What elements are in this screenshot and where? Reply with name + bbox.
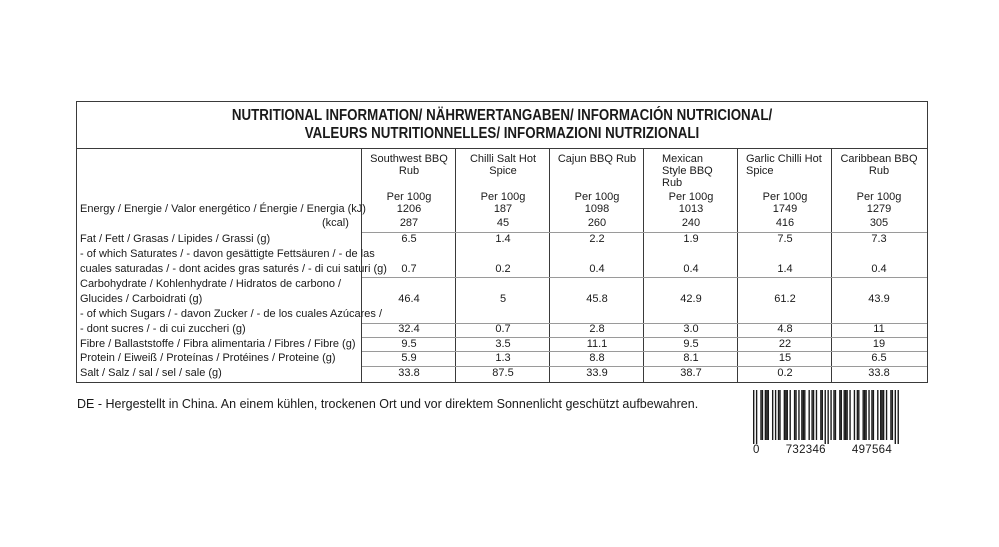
per-100g-label: Per 100g [574,191,620,203]
row-label-sugars-1: - of which Sugars / - davon Zucker / - de los cuales Azúcares / [80,308,383,320]
row-label-saturates-2: cuales saturadas / - dont acides gras saturés / - di cui saturi (g) [80,263,387,275]
barcode-bar [841,390,842,440]
value-salt-4: 0.2 [777,367,793,379]
value-kj-5: 1279 [866,203,892,215]
value-carb-4: 61.2 [774,293,796,305]
column-header-0: Southwest BBQ Rub [370,153,448,177]
value-fat-2: 2.2 [589,233,605,245]
barcode-bar [868,390,869,440]
value-protein-3: 8.1 [683,352,699,364]
barcode-bar [873,390,874,440]
barcode-bar [863,390,864,440]
barcode-bar [798,390,799,440]
per-100g-label: Per 100g [762,191,808,203]
barcode-bar [886,390,887,440]
value-protein-4: 15 [778,352,792,364]
barcode-bar [813,390,814,440]
value-protein-2: 8.8 [589,352,605,364]
value-kj-2: 1098 [584,203,610,215]
title-line-2: VALEURS NUTRITIONNELLES/ INFORMAZIONI NUTRIZIONALI [304,125,700,142]
barcode-bar [854,390,855,440]
barcode-bar [778,390,779,440]
row-label-saturates-1: - of which Saturates / - davon gesättigte Fettsäuren / - de las [80,248,375,260]
barcode-bar [794,390,795,440]
barcode-bar [865,390,866,440]
value-sugars-5: 11 [873,323,885,335]
barcode-digits [753,444,899,456]
barcode-bar [775,390,776,440]
barcode-bar [760,390,761,440]
value-salt-5: 33.8 [868,367,890,379]
barcode-digits-right: 497564 [851,444,893,456]
per-100g-label: Per 100g [386,191,432,203]
value-fat-1: 1.4 [495,233,511,245]
barcode-bar [845,390,846,440]
barcode-digits-left: 732346 [785,444,826,456]
barcode-bar [825,390,826,444]
value-kcal-3: 240 [681,217,701,229]
value-fat-3: 1.9 [683,233,699,245]
row-label-fibre: Fibre / Ballaststoffe / Fibra alimentaria / Fibres / Fibre (g) [80,338,356,350]
row-label-kcal: (kcal) [322,217,349,229]
barcode-bar [753,390,754,444]
value-salt-2: 33.9 [586,367,608,379]
value-kj-1: 187 [493,203,513,215]
nutrition-panel [76,101,928,383]
value-fibre-5: 19 [872,338,886,350]
row-divider [362,277,927,278]
value-saturates-4: 1.4 [777,263,793,275]
barcode-bar [801,390,802,440]
barcode-bar [820,390,821,440]
value-saturates-1: 0.2 [495,263,511,275]
barcode-bar [790,390,791,440]
value-protein-1: 1.3 [495,352,511,364]
value-fat-4: 7.5 [777,233,793,245]
table-title [77,102,927,149]
column-header-5: Caribbean BBQ Rub [840,153,918,177]
value-saturates-0: 0.7 [401,263,417,275]
barcode-bar [881,390,882,440]
barcode-bar [830,390,831,440]
barcode-bar [871,390,872,440]
value-protein-0: 5.9 [401,352,417,364]
barcode-bar [822,390,823,440]
value-saturates-3: 0.4 [683,263,699,275]
value-kcal-2: 260 [587,217,607,229]
barcode-bar [890,390,891,440]
value-carb-1: 5 [499,293,507,305]
barcode-bar [858,390,859,440]
value-saturates-2: 0.4 [589,263,605,275]
value-kcal-4: 416 [775,217,795,229]
barcode-bar [808,390,809,440]
barcode-bar [827,390,828,444]
barcode-bar [785,390,786,440]
barcode-bar [846,390,847,440]
barcode-bar [880,390,881,440]
value-salt-1: 87.5 [492,367,514,379]
value-fibre-2: 11.1 [586,338,608,350]
value-salt-3: 38.7 [680,367,702,379]
value-fibre-0: 9.5 [401,338,417,350]
row-label-carb-1: Carbohydrate / Kohlenhydrate / Hidratos de carbono / [80,278,342,290]
value-kcal-1: 45 [496,217,510,229]
barcode-bar [787,390,788,440]
barcode-bar [765,390,766,440]
barcode-bar [844,390,845,440]
storage-footnote: DE - Hergestellt in China. An einem kühlen, trockenen Ort und vor direktem Sonnenlicht geschützt aufbewahren. [77,397,699,411]
barcode-bar [833,390,834,440]
value-sugars-4: 4.8 [777,323,793,335]
barcode-bar [768,390,769,440]
value-kj-0: 1206 [396,203,422,215]
value-carb-0: 46.4 [398,293,420,305]
value-fat-0: 6.5 [401,233,417,245]
value-sugars-3: 3.0 [683,323,699,335]
barcode-bar [864,390,865,440]
barcode-bar [804,390,805,440]
value-fat-5: 7.3 [871,233,887,245]
barcode-bar [766,390,767,440]
value-carb-2: 45.8 [586,293,608,305]
value-carb-3: 42.9 [680,293,702,305]
barcode-bar [877,390,878,440]
value-fibre-1: 3.5 [495,338,511,350]
value-fibre-4: 22 [778,338,792,350]
barcode-bar [795,390,796,440]
barcode-bar [835,390,836,440]
value-fibre-3: 9.5 [683,338,699,350]
value-kcal-5: 305 [869,217,889,229]
barcode-bar [803,390,804,440]
barcode-bar [883,390,884,440]
row-label-fat: Fat / Fett / Grasas / Lipides / Grassi (g) [80,233,271,245]
row-label-energy: Energy / Energie / Valor energético / Énergie / Energia (kJ) [80,203,366,215]
barcode [753,390,899,444]
barcode-bar [892,390,893,440]
row-label-carb-2: Glucides / Carboidrati (g) [80,293,203,305]
barcode-bar [811,390,812,440]
barcode-bar [779,390,780,440]
barcode-bar [762,390,763,440]
row-label-protein: Protein / Eiweiß / Proteínas / Protéines / Proteine (g) [80,352,336,364]
value-kcal-0: 287 [399,217,419,229]
value-protein-5: 6.5 [871,352,887,364]
value-sugars-0: 32.4 [398,323,420,335]
barcode-bar [772,390,773,440]
row-label-salt: Salt / Salz / sal / sel / sale (g) [80,367,222,379]
value-kj-3: 1013 [678,203,704,215]
column-header-3: Mexican Style BBQ Rub [662,153,713,189]
barcode-bar [898,390,899,444]
barcode-bar [784,390,785,440]
barcode-digit-prefix: 0 [753,444,760,456]
per-100g-label: Per 100g [480,191,526,203]
column-header-1: Chilli Salt Hot Spice [469,153,537,177]
value-carb-5: 43.9 [868,293,890,305]
row-label-sugars-2: - dont sucres / - di cui zuccheri (g) [80,323,246,335]
barcode-bar [756,390,757,444]
value-kj-4: 1749 [772,203,798,215]
title-line-1: NUTRITIONAL INFORMATION/ NÄHRWERTANGABEN/ INFORMACIÓN NUTRICIONAL/ [231,107,773,124]
barcode-bar [895,390,896,444]
barcode-bar [839,390,840,440]
value-saturates-5: 0.4 [871,263,887,275]
barcode-bar [849,390,850,440]
value-sugars-2: 2.8 [589,323,605,335]
column-header-4: Garlic Chilli Hot Spice [746,153,822,177]
barcode-bar [857,390,858,440]
column-header-2: Cajun BBQ Rub [557,153,637,165]
barcode-bar [816,390,817,440]
value-salt-0: 33.8 [398,367,420,379]
per-100g-label: Per 100g [856,191,902,203]
per-100g-label: Per 100g [668,191,714,203]
value-sugars-1: 0.7 [495,323,511,335]
